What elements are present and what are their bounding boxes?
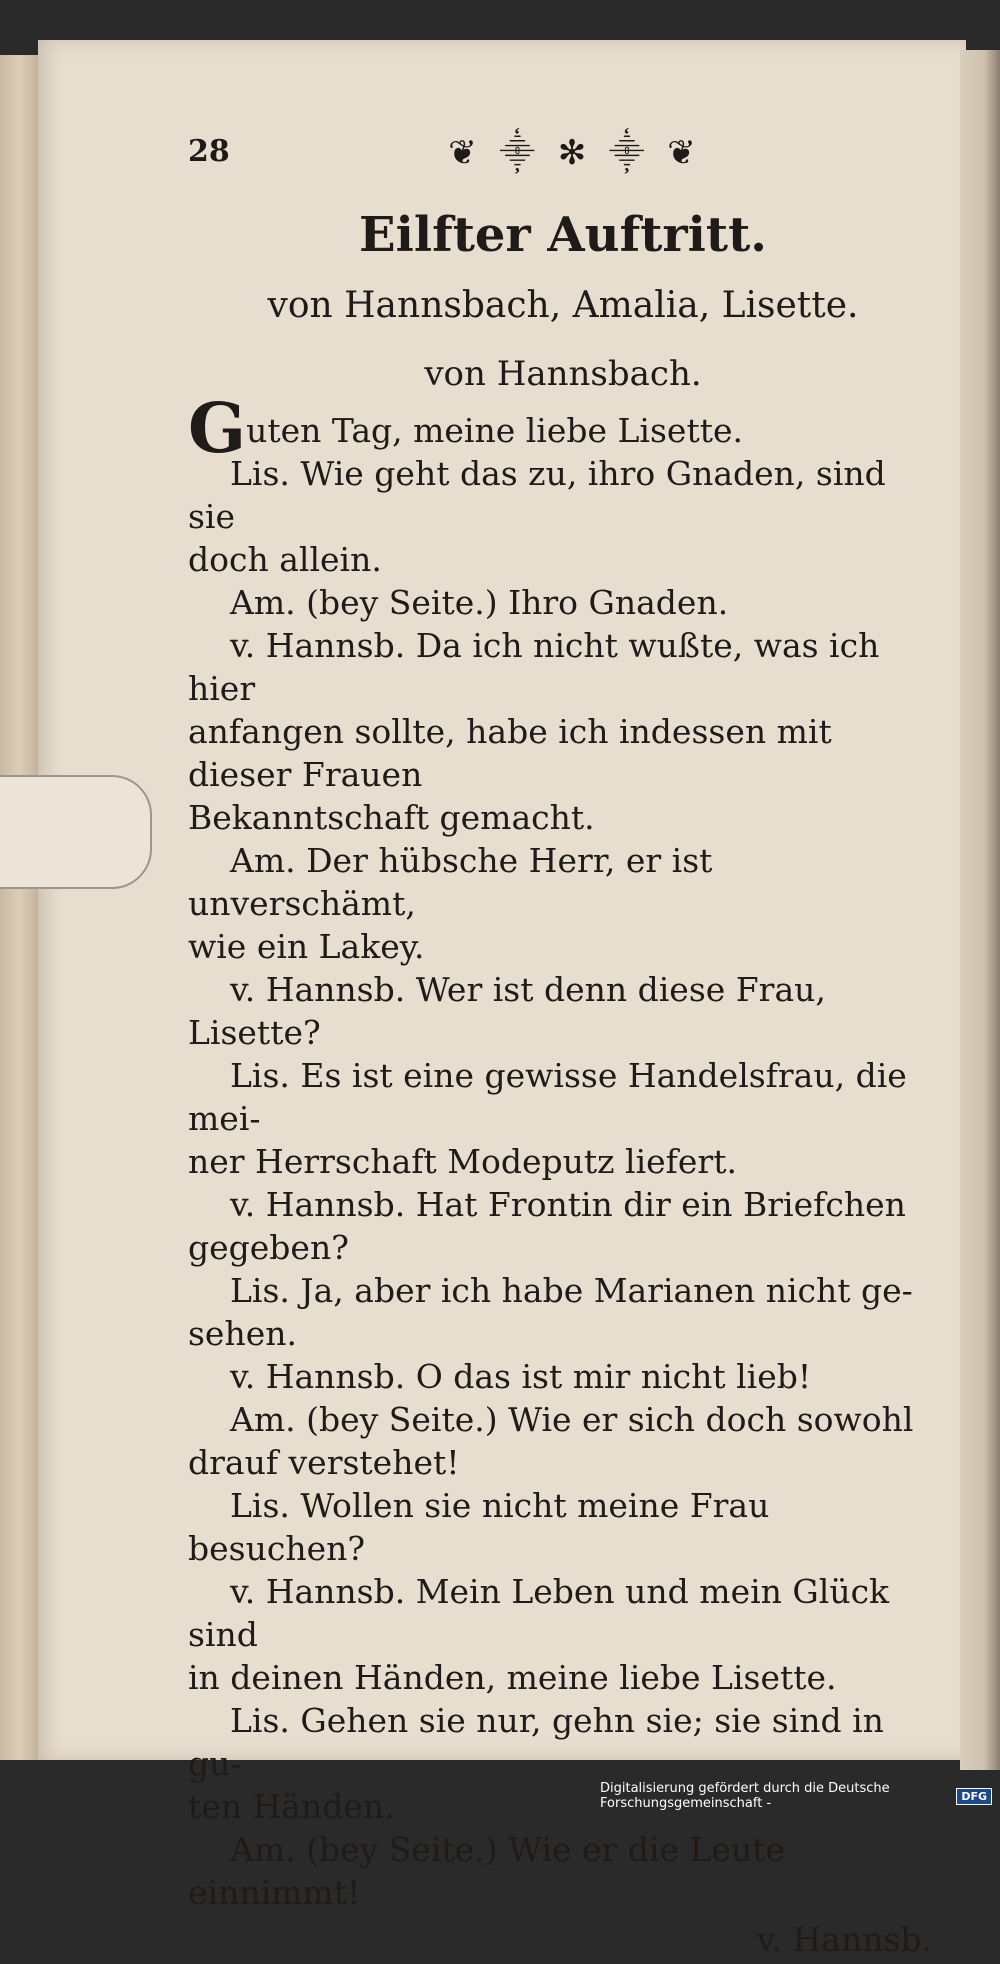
line-text: wie ein Lakey. (188, 927, 425, 966)
cast-list: von Hannsbach, Amalia, Lisette. (267, 285, 859, 326)
line-text: Lis. Wollen sie nicht meine Frau besuchen? (188, 1486, 770, 1568)
line-text: uten Tag, meine liebe Lisette. (246, 411, 743, 450)
drop-cap: G (188, 389, 247, 469)
line-text: Am. (bey Seite.) Wie er die Leute einnimmt! (188, 1830, 785, 1912)
line-text: drauf verstehet! (188, 1443, 460, 1482)
line-text: Am. (bey Seite.) Ihro Gnaden. (230, 583, 729, 622)
line-text: Lis. Gehen sie nur, gehn sie; sie sind in gu- (188, 1701, 884, 1783)
bookmark-slip (0, 775, 152, 889)
text-line (188, 389, 938, 469)
line-text: sehen. (188, 1314, 297, 1353)
line-text: Bekanntschaft gemacht. (188, 798, 595, 837)
text-line (188, 1140, 938, 1183)
line-text: Am. (bey Seite.) Wie er sich doch sowohl (230, 1400, 914, 1439)
text-line (188, 1699, 938, 1785)
line-text: Lis. Ja, aber ich habe Marianen nicht ge- (230, 1271, 913, 1310)
line-text: v. Hannsb. Hat Frontin dir ein Briefchen (230, 1185, 906, 1224)
digitization-footer (600, 1781, 1000, 1811)
line-text: ner Herrschaft Modeputz liefert. (188, 1142, 737, 1181)
page-text (188, 195, 938, 1964)
line-text: gegeben? (188, 1228, 349, 1267)
text-line (188, 839, 938, 925)
text-line (188, 925, 938, 968)
line-text: v. Hannsb. Da ich nicht wußte, was ich hier (188, 626, 880, 708)
text-line (188, 1312, 938, 1355)
text-line (188, 1226, 938, 1269)
text-line (188, 710, 938, 796)
dialogue-lines (188, 389, 938, 1914)
line-text: v. Hannsb. Mein Leben und mein Glück sind (188, 1572, 890, 1654)
line-text: in deinen Händen, meine liebe Lisette. (188, 1658, 837, 1697)
text-line (188, 624, 938, 710)
first-speaker: von Hannsbach. (424, 354, 702, 394)
page-number: 28 (188, 134, 230, 169)
text-line (188, 1570, 938, 1656)
text-line (188, 1656, 938, 1699)
text-line (188, 452, 938, 538)
text-line (188, 796, 938, 839)
ornament-divider: ❦ ⸎ ✻ ⸎ ❦ (448, 133, 702, 173)
text-line (188, 1054, 938, 1140)
text-line (188, 581, 938, 624)
text-line (188, 1484, 938, 1570)
text-line (188, 1441, 938, 1484)
line-text: v. Hannsb. O das ist mir nicht lieb! (230, 1357, 812, 1396)
text-line (188, 538, 938, 581)
line-text: v. Hannsb. Wer ist denn diese Frau, Lisette? (188, 970, 826, 1052)
line-text: ten Händen. (188, 1787, 395, 1826)
dfg-logo: DFG (956, 1788, 992, 1805)
catchword: v. Hannsb. (756, 1920, 932, 1959)
scene-title: Eilfter Auftritt. (359, 207, 767, 263)
text-line (188, 1355, 938, 1398)
text-line (188, 1269, 938, 1312)
line-text: Lis. Es ist eine gewisse Handelsfrau, die mei- (188, 1056, 907, 1138)
text-line (188, 1183, 938, 1226)
line-text: Lis. Wie geht das zu, ihro Gnaden, sind sie (188, 454, 886, 536)
footer-credit: Digitalisierung gefördert durch die Deutsche Forschungsgemeinschaft - (600, 1781, 890, 1811)
text-line (188, 1398, 938, 1441)
text-line (188, 968, 938, 1054)
line-text: anfangen sollte, habe ich indessen mit dieser Frauen (188, 712, 832, 794)
next-page-edge (960, 50, 1000, 1770)
line-text: doch allein. (188, 540, 382, 579)
line-text: Am. Der hübsche Herr, er ist unverschämt, (188, 841, 713, 923)
text-line (188, 1828, 938, 1914)
